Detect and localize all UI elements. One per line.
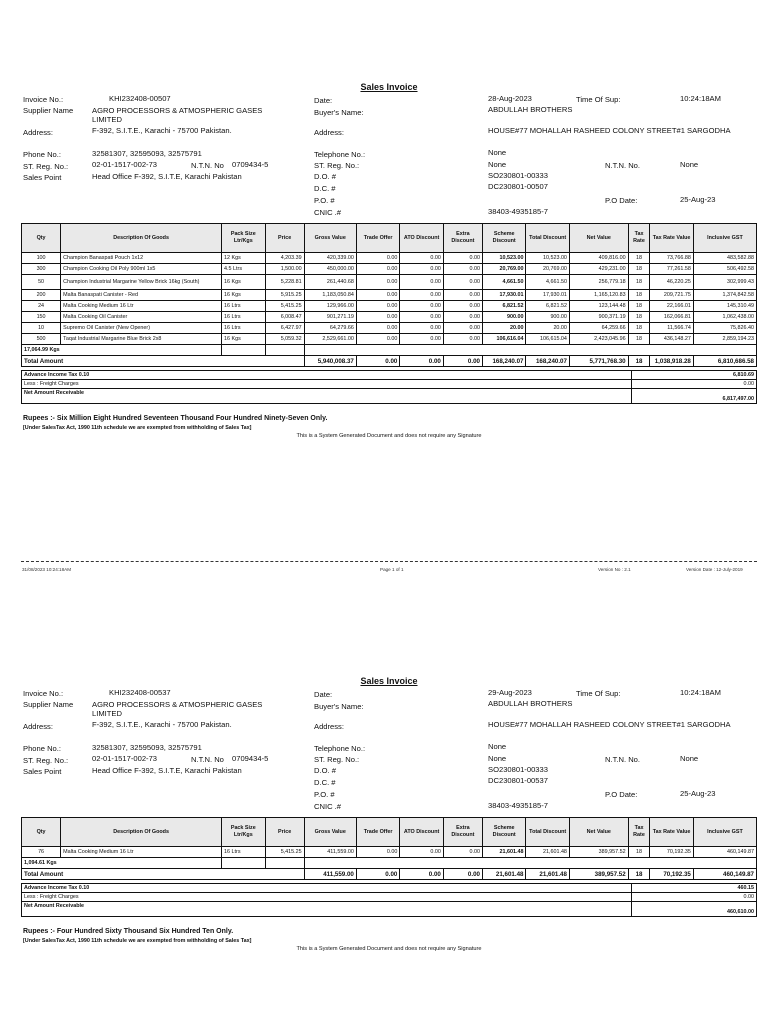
table-cell: 16 Kgs [222,275,265,290]
supplier-label: Supplier Name [23,106,74,115]
column-header: Scheme Discount [482,224,525,253]
table-cell: 16 Kgs [222,290,265,301]
table-cell: 24 [22,301,61,312]
table-cell: 6,821.52 [526,301,569,312]
sales-point-label: Sales Point [23,767,62,776]
table-cell: 0.00 [356,334,399,345]
table-cell: 483,582.88 [693,253,756,264]
table-cell: 420,339.00 [304,253,356,264]
table-cell: Champion Industrial Margarine Yellow Brick 16kg (South) [61,275,222,290]
total-label: Total Amount [22,869,305,880]
table-cell: 106,615.04 [526,334,569,345]
net-label: Net Amount Receivable [22,902,632,917]
table-cell: 1,165,120.83 [569,290,628,301]
invoice-title: Sales Invoice [360,82,418,92]
table-cell: 1,183,050.84 [304,290,356,301]
table-cell: 18 [628,323,650,334]
column-header: ATO Discount [400,818,443,847]
total-cell: 0.00 [356,356,399,367]
table-cell: 0.00 [400,847,443,858]
column-header: Total Discount [526,224,569,253]
advance-label: Advance Income Tax 0.10 [22,884,632,893]
total-cell: 168,240.07 [526,356,569,367]
table-cell: 22,166.01 [650,301,693,312]
table-cell: 1,374,842.58 [693,290,756,301]
table-cell: 10,523.00 [482,253,525,264]
table-cell: 1,500.00 [265,264,304,275]
buyer-ntn-label: N.T.N. No. [605,755,641,764]
table-cell: 46,220.25 [650,275,693,290]
column-header: Tax Rate [628,818,650,847]
invoice-no: KHI232408-00537 [109,688,171,697]
table-cell: 18 [628,312,650,323]
po-date-label: P.O Date: [605,196,638,205]
table-cell: 6,008.47 [265,312,304,323]
po-date-value: 25-Aug-23 [680,195,716,204]
table-cell: 0.00 [443,847,482,858]
items-table [21,817,757,880]
tax-exemption-note: [Under SalesTax Act, 1990 11th schedule we are exempted from withholding of Sales Tax] [23,425,252,431]
total-cell: 1,038,918.28 [650,356,693,367]
table-cell: 11,566.74 [650,323,693,334]
sales-point: Head Office F-392, S.I.T.E, Karachi Pakistan [92,766,242,775]
summary-table [21,370,757,404]
table-row [22,334,757,345]
table-cell: 4,661.50 [482,275,525,290]
freight-label: Less : Freight Charges [22,380,632,389]
table-cell: 0.00 [356,301,399,312]
total-cell: 18 [628,356,650,367]
kgs-total: 1,094.61 Kgs [22,858,222,869]
table-cell: 10 [22,323,61,334]
table-cell: 200 [22,290,61,301]
table-cell: 16 Ltrs [222,301,265,312]
telephone-label: Telephone No.: [314,744,366,753]
column-header: Trade Offer [356,224,399,253]
column-header: Gross Value [304,818,356,847]
column-header: Inclusive GST [693,818,756,847]
table-cell: 162,066.81 [650,312,693,323]
table-cell: 450,000.00 [304,264,356,275]
column-header: ATO Discount [400,224,443,253]
phone-value: 32581307, 32595093, 32575791 [92,743,202,752]
table-cell: 506,492.58 [693,264,756,275]
table-cell: 0.00 [356,312,399,323]
table-cell: 0.00 [443,253,482,264]
total-cell: 70,192.35 [650,869,693,880]
table-cell: Malta Banaspati Canister - Red [61,290,222,301]
table-cell: 460,149.87 [693,847,756,858]
column-header: Tax Rate Value [650,224,693,253]
column-header: Description Of Goods [61,224,222,253]
streg-value: 02-01-1517-002-73 [92,754,158,763]
ntn-label: N.T.N. No [191,755,224,764]
table-cell: 4,203.39 [265,253,304,264]
table-cell: 18 [628,290,650,301]
table-cell: 0.00 [356,847,399,858]
total-cell: 21,601.48 [482,869,525,880]
table-cell: 20.00 [526,323,569,334]
table-cell: 150 [22,312,61,323]
table-cell: Champion Banaspati Pouch 1x12 [61,253,222,264]
dc-value: DC230801-00537 [488,776,548,785]
buyer-streg-label: ST. Reg. No.: [314,161,360,170]
table-cell: 0.00 [400,253,443,264]
table-cell: Champion Cooking Oil Poly 900ml 1x5 [61,264,222,275]
footer-version: Version No : 2.1 [598,567,631,572]
column-header: Tax Rate Value [650,818,693,847]
table-cell: 5,415.25 [265,847,304,858]
buyer-ntn-value: None [680,160,699,169]
table-cell: 123,144.48 [569,301,628,312]
supplier-label: Supplier Name [23,700,74,709]
ntn-label: N.T.N. No [191,161,224,170]
invoice-no: KHI232408-00507 [109,94,171,103]
telephone-value: None [488,742,507,751]
advance-value: 460.15 [632,884,757,893]
freight-value: 0.00 [632,380,757,389]
buyer-name: ABDULLAH BROTHERS [488,105,573,114]
table-cell: 18 [628,264,650,275]
table-row [22,847,757,858]
column-header: Trade Offer [356,818,399,847]
table-cell: 64,279.66 [304,323,356,334]
table-cell: 302,999.43 [693,275,756,290]
phone-value: 32581307, 32595093, 32575791 [92,149,202,158]
table-cell: 20,769.00 [482,264,525,275]
column-header: Pack Size Ltr/Kgs [222,224,265,253]
advance-label: Advance Income Tax 0.10 [22,371,632,380]
footer-timestamp: 31/08/2023 10:24:18AM [22,567,72,572]
total-cell: 6,810,686.58 [693,356,756,367]
table-cell: 0.00 [400,275,443,290]
table-cell: 436,148.27 [650,334,693,345]
column-header: Scheme Discount [482,818,525,847]
table-cell: 409,816.00 [569,253,628,264]
table-cell: 0.00 [356,275,399,290]
total-cell: 0.00 [400,869,443,880]
table-cell: 6,821.52 [482,301,525,312]
telephone-value: None [488,148,507,157]
total-cell: 460,149.87 [693,869,756,880]
freight-value: 0.00 [632,893,757,902]
table-row [22,312,757,323]
table-cell: 0.00 [443,275,482,290]
advance-value: 6,810.69 [632,371,757,380]
table-cell: 17,930.01 [526,290,569,301]
column-header: Price [265,224,304,253]
table-cell: 4.5 Ltrs [222,264,265,275]
column-header: Pack Size Ltr/Kgs [222,818,265,847]
buyer-address-label: Address: [314,128,344,137]
time-value: 10:24:18AM [680,688,721,697]
footer-version-date: Version Date : 12-July-2019 [686,567,743,572]
total-cell: 0.00 [400,356,443,367]
dc-value: DC230801-00507 [488,182,548,191]
table-cell: 5,059.32 [265,334,304,345]
table-cell: 0.00 [443,290,482,301]
invoice-title: Sales Invoice [360,676,418,686]
table-cell: 0.00 [443,264,482,275]
table-cell: 20,769.00 [526,264,569,275]
buyer-name: ABDULLAH BROTHERS [488,699,573,708]
table-cell: 73,766.88 [650,253,693,264]
table-cell: 2,859,194.23 [693,334,756,345]
table-cell: 10,523.00 [526,253,569,264]
cnic-value: 38403-4935185-7 [488,801,548,810]
total-cell: 18 [628,869,650,880]
table-cell: 0.00 [400,301,443,312]
summary-table [21,883,757,917]
table-cell: 0.00 [443,301,482,312]
column-header: Extra Discount [443,224,482,253]
total-cell: 0.00 [443,869,482,880]
po-label: P.O. # [314,790,335,799]
table-cell: 5,415.25 [265,301,304,312]
streg-value: 02-01-1517-002-73 [92,160,158,169]
table-cell: 900.00 [526,312,569,323]
table-cell: 76 [22,847,61,858]
table-cell: 5,228.81 [265,275,304,290]
date-label: Date: [314,690,333,699]
table-row [22,275,757,290]
items-table [21,223,757,367]
invoice-no-label: Invoice No.: [23,689,64,698]
cnic-label: CNIC .# [314,208,342,217]
table-cell: Supremo Oil Canister (New Opener) [61,323,222,334]
table-row [22,301,757,312]
supplier-name: AGRO PROCESSORS & ATMOSPHERIC GASES LIMITED [92,106,263,124]
buyer-address-label: Address: [314,722,344,731]
phone-label: Phone No.: [23,744,61,753]
table-cell: 129,966.00 [304,301,356,312]
po-date-label: P.O Date: [605,790,638,799]
time-value: 10:24:18AM [680,94,721,103]
table-cell: 18 [628,275,650,290]
buyer-ntn-value: None [680,754,699,763]
page-separator [21,561,757,562]
table-cell: 0.00 [400,290,443,301]
table-cell: 0.00 [443,312,482,323]
supplier-address: F-392, S.I.T.E., Karachi - 75700 Pakistan. [92,720,232,729]
table-row [22,290,757,301]
telephone-label: Telephone No.: [314,150,366,159]
do-value: SO230801-00333 [488,171,548,180]
freight-label: Less : Freight Charges [22,893,632,902]
table-cell: 18 [628,334,650,345]
column-header: Total Discount [526,818,569,847]
buyer-label: Buyer's Name: [314,702,364,711]
table-cell: 0.00 [356,264,399,275]
total-cell: 168,240.07 [482,356,525,367]
table-cell: 16 Ltrs [222,323,265,334]
table-cell: 50 [22,275,61,290]
net-value: 6,817,497.00 [632,389,757,404]
total-cell: 411,559.00 [304,869,356,880]
buyer-label: Buyer's Name: [314,108,364,117]
table-cell: Malta Cooking Medium 16 Ltr [61,301,222,312]
invoice-no-label: Invoice No.: [23,95,64,104]
total-cell: 5,771,768.30 [569,356,628,367]
column-header: Net Value [569,224,628,253]
amount-in-words: Rupees :- Six Million Eight Hundred Seventeen Thousand Four Hundred Ninety-Seven Only. [23,415,328,422]
table-cell: 16 Ltrs [222,847,265,858]
column-header: Extra Discount [443,818,482,847]
table-cell: 256,779.18 [569,275,628,290]
table-cell: 429,231.00 [569,264,628,275]
po-label: P.O. # [314,196,335,205]
buyer-streg-value: None [488,160,507,169]
table-cell: Malta Cooking Medium 16 Ltr [61,847,222,858]
column-header: Inclusive GST [693,224,756,253]
table-cell: 2,529,661.00 [304,334,356,345]
table-cell: 75,826.40 [693,323,756,334]
table-cell: 0.00 [400,323,443,334]
table-cell: 18 [628,847,650,858]
column-header: Qty [22,818,61,847]
dc-label: D.C. # [314,778,336,787]
table-cell: 0.00 [356,253,399,264]
table-cell: 4,661.50 [526,275,569,290]
table-cell: 1,062,438.00 [693,312,756,323]
tax-exemption-note: [Under SalesTax Act, 1990 11th schedule we are exempted from withholding of Sales Tax] [23,938,252,944]
table-row [22,323,757,334]
total-cell: 0.00 [443,356,482,367]
supplier-name: AGRO PROCESSORS & ATMOSPHERIC GASES LIMITED [92,700,263,718]
table-cell: 21,601.48 [482,847,525,858]
table-cell: Taqat Industrial Margarine Blue Brick 2x8 [61,334,222,345]
table-cell: 5,915.25 [265,290,304,301]
total-cell: 21,601.48 [526,869,569,880]
column-header: Tax Rate [628,224,650,253]
table-cell: 12 Kgs [222,253,265,264]
table-cell: 16 Kgs [222,334,265,345]
dc-label: D.C. # [314,184,336,193]
table-cell: 17,930.01 [482,290,525,301]
buyer-streg-label: ST. Reg. No.: [314,755,360,764]
column-header: Price [265,818,304,847]
table-cell: Malta Cooking Oil Canister [61,312,222,323]
kgs-total: 17,064.99 Kgs [22,345,222,356]
table-cell: 900.00 [482,312,525,323]
table-cell: 16 Ltrs [222,312,265,323]
system-generated-note: This is a System Generated Document and does not require any Signature [296,433,482,439]
table-cell: 21,601.48 [526,847,569,858]
streg-label: ST. Reg. No.: [23,162,69,171]
sales-point-label: Sales Point [23,173,62,182]
do-label: D.O. # [314,172,336,181]
table-cell: 70,192.35 [650,847,693,858]
cnic-value: 38403-4935185-7 [488,207,548,216]
table-row [22,264,757,275]
table-cell: 411,559.00 [304,847,356,858]
address-label: Address: [23,722,53,731]
table-row [22,253,757,264]
table-cell: 389,957.52 [569,847,628,858]
table-cell: 6,427.97 [265,323,304,334]
table-cell: 20.00 [482,323,525,334]
table-cell: 2,423,045.96 [569,334,628,345]
net-label: Net Amount Receivable [22,389,632,404]
buyer-streg-value: None [488,754,507,763]
table-cell: 500 [22,334,61,345]
table-cell: 900,371.19 [569,312,628,323]
streg-label: ST. Reg. No.: [23,756,69,765]
cnic-label: CNIC .# [314,802,342,811]
do-value: SO230801-00333 [488,765,548,774]
column-header: Qty [22,224,61,253]
net-value: 460,610.00 [632,902,757,917]
footer-page: Page 1 of 1 [380,567,404,572]
sales-point: Head Office F-392, S.I.T.E, Karachi Pakistan [92,172,242,181]
column-header: Net Value [569,818,628,847]
table-cell: 100 [22,253,61,264]
table-cell: 0.00 [356,290,399,301]
table-cell: 0.00 [400,312,443,323]
system-generated-note: This is a System Generated Document and does not require any Signature [296,946,482,952]
table-cell: 300 [22,264,61,275]
date-value: 29-Aug-2023 [488,688,532,697]
table-cell: 0.00 [356,323,399,334]
amount-in-words: Rupees :- Four Hundred Sixty Thousand Six Hundred Ten Only. [23,928,234,935]
table-cell: 901,271.19 [304,312,356,323]
column-header: Gross Value [304,224,356,253]
total-label: Total Amount [22,356,305,367]
address-label: Address: [23,128,53,137]
date-label: Date: [314,96,333,105]
table-cell: 18 [628,253,650,264]
table-cell: 261,440.68 [304,275,356,290]
table-cell: 18 [628,301,650,312]
ntn-value: 0709434-5 [232,754,269,763]
do-label: D.O. # [314,766,336,775]
column-header: Description Of Goods [61,818,222,847]
total-cell: 5,940,008.37 [304,356,356,367]
buyer-address: HOUSE#77 MOHALLAH RASHEED COLONY STREET#1 SARGODHA [488,126,731,135]
total-cell: 389,957.52 [569,869,628,880]
table-cell: 0.00 [400,264,443,275]
table-cell: 0.00 [443,334,482,345]
phone-label: Phone No.: [23,150,61,159]
supplier-address: F-392, S.I.T.E., Karachi - 75700 Pakistan. [92,126,232,135]
table-cell: 64,259.66 [569,323,628,334]
buyer-address: HOUSE#77 MOHALLAH RASHEED COLONY STREET#1 SARGODHA [488,720,731,729]
total-cell: 0.00 [356,869,399,880]
table-cell: 0.00 [400,334,443,345]
table-cell: 145,310.49 [693,301,756,312]
buyer-ntn-label: N.T.N. No. [605,161,641,170]
date-value: 28-Aug-2023 [488,94,532,103]
ntn-value: 0709434-5 [232,160,269,169]
table-cell: 106,616.04 [482,334,525,345]
time-label: Time Of Sup: [576,95,621,104]
table-cell: 77,261.58 [650,264,693,275]
time-label: Time Of Sup: [576,689,621,698]
table-cell: 209,721.75 [650,290,693,301]
table-cell: 0.00 [443,323,482,334]
po-date-value: 25-Aug-23 [680,789,716,798]
